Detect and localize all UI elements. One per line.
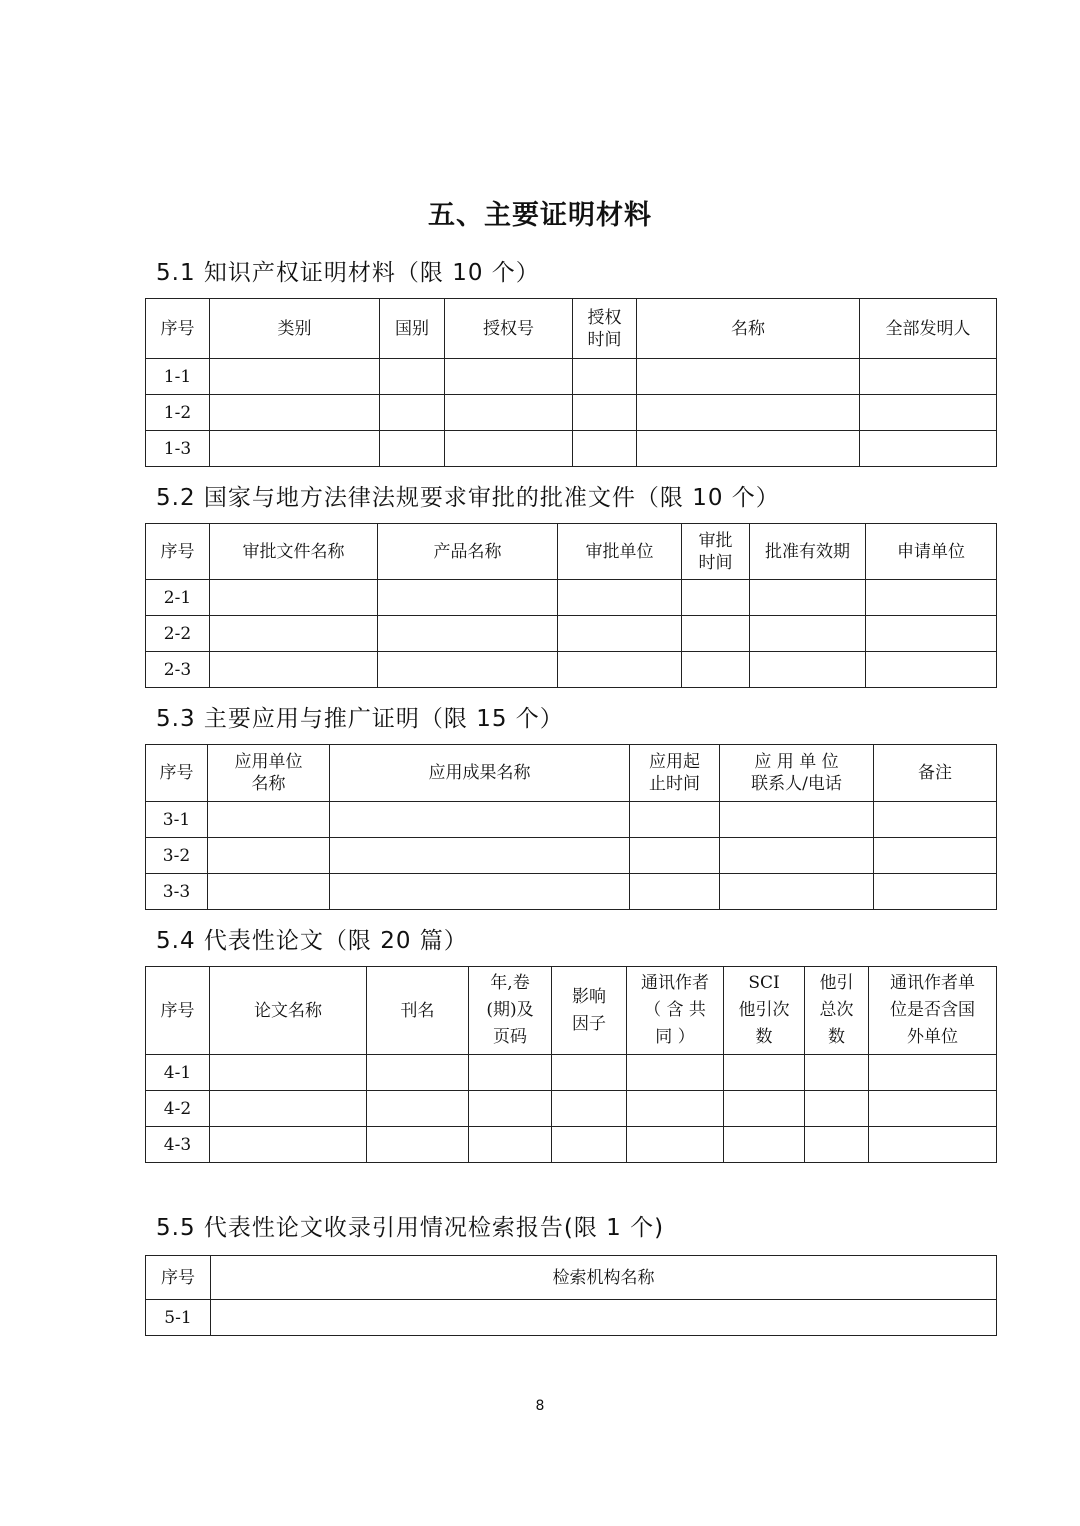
- citation-report-table: [145, 1255, 997, 1336]
- header-cell: 他引 总次 数: [805, 967, 869, 1055]
- table-cell[interactable]: [805, 1055, 869, 1091]
- table-header-row: [146, 299, 997, 359]
- table-cell[interactable]: [211, 1300, 997, 1336]
- header-cell: 通讯作者 （ 含 共 同 ）: [627, 967, 724, 1055]
- table-cell[interactable]: [378, 580, 558, 616]
- table-row: [146, 874, 997, 910]
- header-cell: 序号: [146, 967, 210, 1055]
- table-cell[interactable]: [682, 580, 750, 616]
- header-cell: 国别: [380, 299, 445, 359]
- header-cell: 名称: [637, 299, 860, 359]
- header-cell: 授权 时间: [573, 299, 637, 359]
- table-row: [146, 359, 997, 395]
- row-number: 4-3: [146, 1127, 210, 1163]
- page-number: 8: [535, 1398, 545, 1414]
- row-number: 3-2: [146, 838, 208, 874]
- table-row: [146, 1300, 997, 1336]
- table-cell[interactable]: [558, 616, 682, 652]
- row-number: 3-3: [146, 874, 208, 910]
- table-cell[interactable]: [874, 874, 997, 910]
- table-cell[interactable]: [210, 359, 380, 395]
- table-cell[interactable]: [558, 580, 682, 616]
- header-cell: 审批单位: [558, 524, 682, 580]
- ip-proof-table: [145, 298, 997, 467]
- table-cell[interactable]: [380, 395, 445, 431]
- header-cell: 产品名称: [378, 524, 558, 580]
- header-cell: 应用成果名称: [330, 745, 630, 802]
- table-row: [146, 395, 997, 431]
- table-cell[interactable]: [630, 874, 720, 910]
- row-number: 1-2: [146, 395, 210, 431]
- header-cell: 刊名: [367, 967, 469, 1055]
- row-number: 2-3: [146, 652, 210, 688]
- header-cell: 影响 因子: [552, 967, 627, 1055]
- table-cell[interactable]: [210, 431, 380, 467]
- table-cell[interactable]: [210, 616, 378, 652]
- table-header-row: [146, 745, 997, 802]
- table-cell[interactable]: [724, 1055, 805, 1091]
- header-cell: 序号: [146, 524, 210, 580]
- row-number: 3-1: [146, 802, 208, 838]
- table-header-row: [146, 1256, 997, 1300]
- table-cell[interactable]: [860, 359, 997, 395]
- table-cell[interactable]: [208, 838, 330, 874]
- header-cell: 序号: [146, 1256, 211, 1300]
- table-cell[interactable]: [630, 802, 720, 838]
- table-cell[interactable]: [445, 359, 573, 395]
- table-cell[interactable]: [380, 359, 445, 395]
- row-number: 5-1: [146, 1300, 211, 1336]
- table-cell[interactable]: [627, 1127, 724, 1163]
- table-cell[interactable]: [805, 1127, 869, 1163]
- table-cell[interactable]: [724, 1127, 805, 1163]
- table-cell[interactable]: [750, 580, 866, 616]
- table-cell[interactable]: [367, 1091, 469, 1127]
- table-cell[interactable]: [720, 838, 874, 874]
- approval-docs-table: [145, 523, 997, 688]
- section-heading-citation-report: 5.5 代表性论文收录引用情况检索报告(限 1 个): [156, 1215, 665, 1241]
- table-cell[interactable]: [210, 1055, 367, 1091]
- row-number: 1-1: [146, 359, 210, 395]
- header-cell: 授权号: [445, 299, 573, 359]
- header-cell: SCI 他引次 数: [724, 967, 805, 1055]
- header-cell: 审批 时间: [682, 524, 750, 580]
- table-cell[interactable]: [330, 874, 630, 910]
- page-title: 五、主要证明材料: [428, 200, 652, 231]
- table-cell[interactable]: [330, 838, 630, 874]
- table-cell[interactable]: [874, 802, 997, 838]
- table-cell[interactable]: [552, 1091, 627, 1127]
- header-cell: 论文名称: [210, 967, 367, 1055]
- table-cell[interactable]: [637, 395, 860, 431]
- table-cell[interactable]: [552, 1055, 627, 1091]
- table-cell[interactable]: [210, 580, 378, 616]
- table-cell[interactable]: [720, 874, 874, 910]
- table-cell[interactable]: [682, 652, 750, 688]
- table-cell[interactable]: [210, 652, 378, 688]
- table-cell[interactable]: [210, 1091, 367, 1127]
- application-proof-table: [145, 744, 997, 910]
- table-cell[interactable]: [573, 431, 637, 467]
- table-cell[interactable]: [860, 431, 997, 467]
- header-cell: 年,卷 (期)及 页码: [469, 967, 552, 1055]
- table-cell[interactable]: [573, 395, 637, 431]
- table-cell[interactable]: [874, 838, 997, 874]
- header-cell: 检索机构名称: [211, 1256, 997, 1300]
- table-cell[interactable]: [682, 616, 750, 652]
- table-cell[interactable]: [869, 1127, 997, 1163]
- section-heading-approval: 5.2 国家与地方法律法规要求审批的批准文件（限 10 个）: [156, 485, 780, 511]
- table-cell[interactable]: [469, 1091, 552, 1127]
- table-row: [146, 1055, 997, 1091]
- table-cell[interactable]: [445, 395, 573, 431]
- row-number: 2-1: [146, 580, 210, 616]
- table-cell[interactable]: [805, 1091, 869, 1127]
- header-cell: 类别: [210, 299, 380, 359]
- table-cell[interactable]: [210, 1127, 367, 1163]
- header-cell: 序号: [146, 745, 208, 802]
- table-header-row: [146, 967, 997, 1055]
- papers-table: [145, 966, 997, 1163]
- table-cell[interactable]: [367, 1127, 469, 1163]
- table-row: [146, 802, 997, 838]
- header-cell: 应 用 单 位 联系人/电话: [720, 745, 874, 802]
- table-cell[interactable]: [378, 652, 558, 688]
- table-cell[interactable]: [627, 1055, 724, 1091]
- header-cell: 序号: [146, 299, 210, 359]
- table-row: [146, 580, 997, 616]
- table-cell[interactable]: [552, 1127, 627, 1163]
- header-cell: 全部发明人: [860, 299, 997, 359]
- table-cell[interactable]: [866, 616, 997, 652]
- row-number: 4-1: [146, 1055, 210, 1091]
- row-number: 1-3: [146, 431, 210, 467]
- table-cell[interactable]: [469, 1127, 552, 1163]
- header-cell: 审批文件名称: [210, 524, 378, 580]
- table-cell[interactable]: [378, 616, 558, 652]
- table-cell[interactable]: [208, 802, 330, 838]
- header-cell: 通讯作者单 位是否含国 外单位: [869, 967, 997, 1055]
- table-cell[interactable]: [627, 1091, 724, 1127]
- table-row: [146, 1127, 997, 1163]
- table-row: [146, 838, 997, 874]
- table-header-row: [146, 524, 997, 580]
- table-cell[interactable]: [637, 431, 860, 467]
- table-cell[interactable]: [210, 395, 380, 431]
- table-cell[interactable]: [445, 431, 573, 467]
- section-heading-ip: 5.1 知识产权证明材料（限 10 个）: [156, 260, 540, 286]
- table-cell[interactable]: [869, 1055, 997, 1091]
- table-cell[interactable]: [630, 838, 720, 874]
- header-cell: 应用单位 名称: [208, 745, 330, 802]
- table-cell[interactable]: [558, 652, 682, 688]
- table-cell[interactable]: [866, 652, 997, 688]
- table-row: [146, 431, 997, 467]
- row-number: 4-2: [146, 1091, 210, 1127]
- table-cell[interactable]: [380, 431, 445, 467]
- section-heading-application: 5.3 主要应用与推广证明（限 15 个）: [156, 706, 564, 732]
- table-row: [146, 1091, 997, 1127]
- table-cell[interactable]: [573, 359, 637, 395]
- table-cell[interactable]: [330, 802, 630, 838]
- header-cell: 申请单位: [866, 524, 997, 580]
- table-cell[interactable]: [750, 652, 866, 688]
- table-row: [146, 652, 997, 688]
- table-row: [146, 616, 997, 652]
- section-heading-papers: 5.4 代表性论文（限 20 篇）: [156, 928, 468, 954]
- table-cell[interactable]: [367, 1055, 469, 1091]
- table-cell[interactable]: [720, 802, 874, 838]
- table-cell[interactable]: [637, 359, 860, 395]
- table-cell[interactable]: [860, 395, 997, 431]
- header-cell: 备注: [874, 745, 997, 802]
- table-cell[interactable]: [724, 1091, 805, 1127]
- table-cell[interactable]: [469, 1055, 552, 1091]
- table-cell[interactable]: [208, 874, 330, 910]
- row-number: 2-2: [146, 616, 210, 652]
- table-cell[interactable]: [750, 616, 866, 652]
- table-cell[interactable]: [869, 1091, 997, 1127]
- header-cell: 批准有效期: [750, 524, 866, 580]
- header-cell: 应用起 止时间: [630, 745, 720, 802]
- table-cell[interactable]: [866, 580, 997, 616]
